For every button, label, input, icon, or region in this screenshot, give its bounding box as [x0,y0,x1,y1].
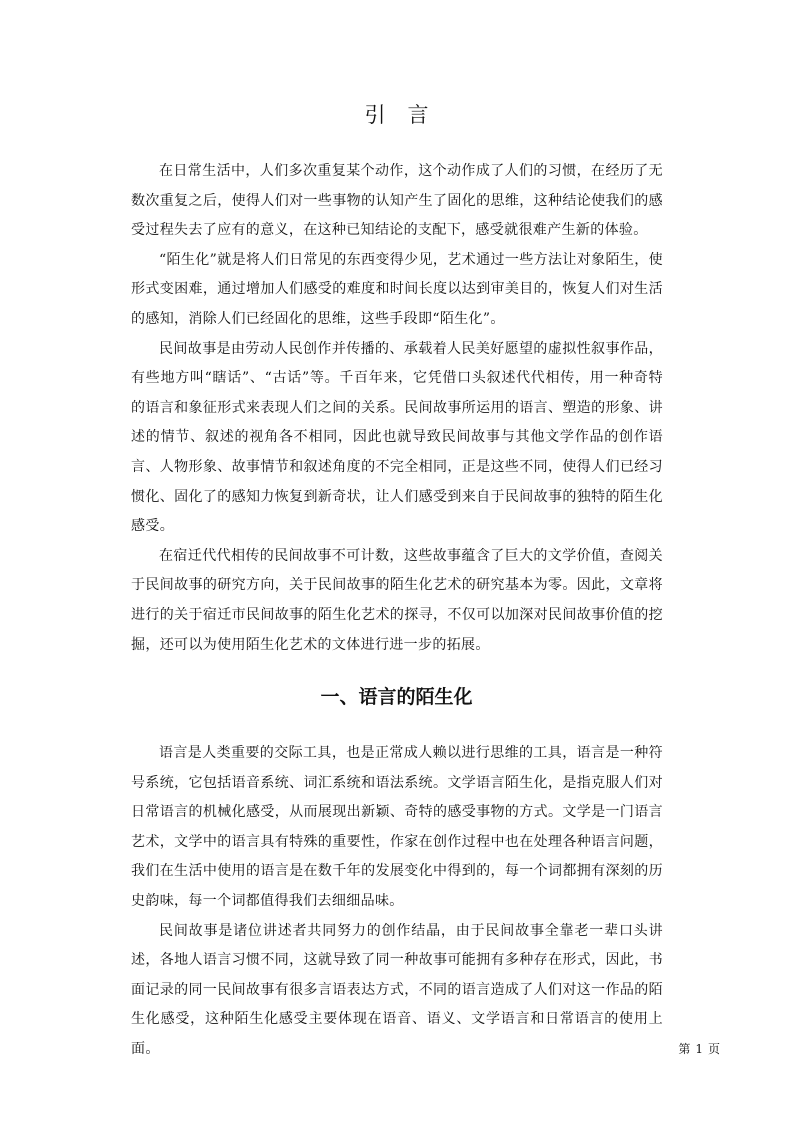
section-paragraph: 语言是人类重要的交际工具，也是正常成人赖以进行思维的工具，语言是一种符号系统，它包括语音系统、词汇系统和语法系统。文学语言陌生化，是指克服人们对日常语言的机械化感受，从而展现出新颖、奇特的感受事物的方式。文学是一门语言艺术，文学中的语言具有特殊的重要性，作家在创作过程中也在处理各种语言问题，我们在生活中使用的语言是在数千年的发展变化中得到的，每一个词都拥有深刻的历史韵味，每一个词都值得我们去细细品味。 [131,745,663,909]
page-footer [640,1041,720,1057]
intro-paragraph: “陌生化”就是将人们日常见的东西变得少见，艺术通过一些方法让对象陌生，使形式变困难，通过增加人们感受的难度和时间长度以达到审美目的，恢复人们对生活的感知，消除人们已经固化的思维，这些手段即“陌生化”。 [131,251,663,327]
page-footer-prefix: 第 [678,1042,691,1056]
section-body [131,739,663,1065]
intro-heading: 引言 [364,103,451,127]
page-footer-suffix: 页 [707,1042,720,1056]
intro-body [131,157,663,660]
page-number: 1 [695,1042,703,1056]
section-heading: 一、语言的陌生化 [320,686,473,708]
section-paragraph: 民间故事是诸位讲述者共同努力的创作结晶，由于民间故事全靠老一辈口头讲述，各地人语言习惯不同，这就导致了同一种故事可能拥有多种存在形式，因此，书面记录的同一民间故事有很多言语表达方式，不同的语言造成了人们对这一作品的陌生化感受，这种陌生化感受主要体现在语音、语义、文学语言和日常语言的使用上面。 [131,922,663,1057]
intro-paragraph: 民间故事是由劳动人民创作并传播的、承载着人民美好愿望的虚拟性叙事作品，有些地方叫“瞎话”、“古话”等。千百年来，它凭借口头叙述代代相传，用一种奇特的语言和象征形式来表现人们之间的关系。民间故事所运用的语言、塑造的形象、讲述的情节、叙述的视角各不相同，因此也就导致民间故事与其他文学作品的创作语言、人物形象、故事情节和叙述角度的不完全相同，正是这些不同，使得人们已经习惯化、固化了的感知力恢复到新奇状，让人们感受到来自于民间故事的独特的陌生化感受。 [131,340,663,535]
intro-paragraph: 在宿迁代代相传的民间故事不可计数，这些故事蕴含了巨大的文学价值，查阅关于民间故事的研究方向，关于民间故事的陌生化艺术的研究基本为零。因此，文章将进行的关于宿迁市民间故事的陌生化艺术的探寻，不仅可以加深对民间故事价值的挖掘，还可以为使用陌生化艺术的文体进行进一步的拓展。 [131,547,663,653]
intro-paragraph: 在日常生活中，人们多次重复某个动作，这个动作成了人们的习惯，在经历了无数次重复之后，使得人们对一些事物的认知产生了固化的思维，这种结论使我们的感受过程失去了应有的意义，在这种已知结论的支配下，感受就很难产生新的体验。 [131,163,663,239]
